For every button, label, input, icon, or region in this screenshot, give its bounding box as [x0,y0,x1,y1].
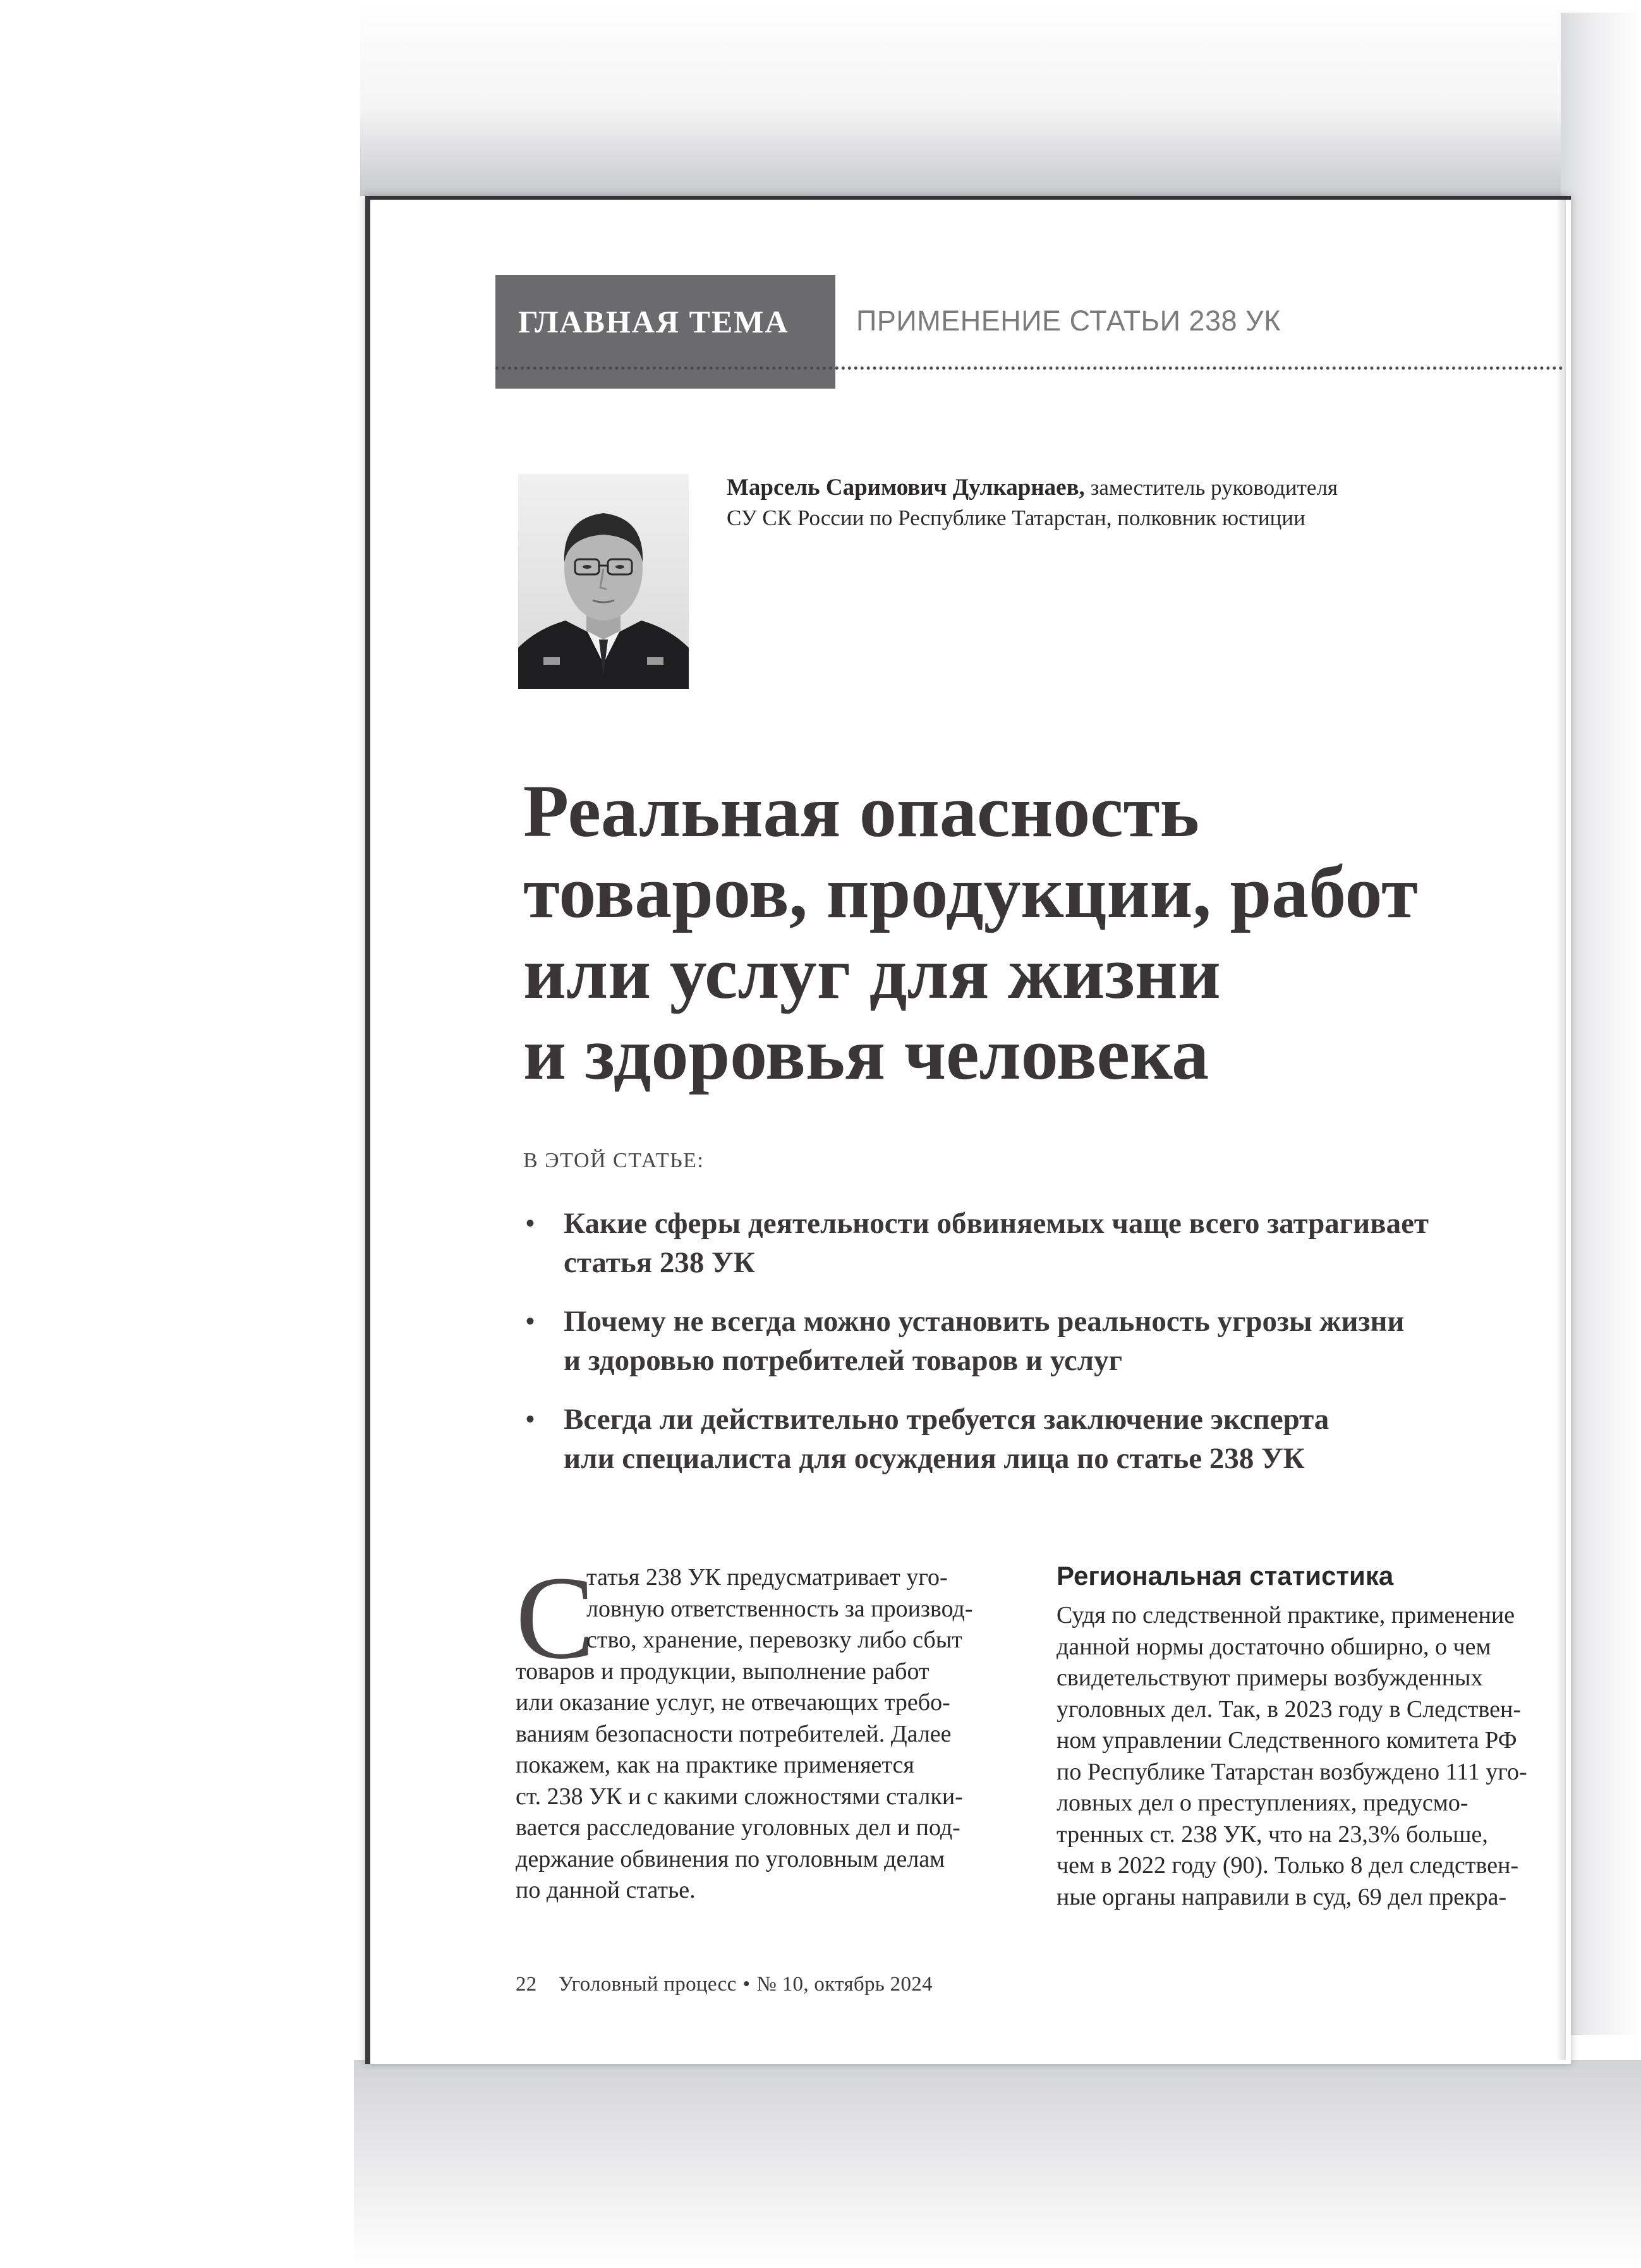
body-line: ст. 238 УК и с какими сложностями сталки- [516,1783,963,1810]
bullet-icon: • [526,1405,535,1433]
body-line: вается расследование уголовных дел и под- [516,1814,960,1841]
page-footer [516,1973,933,1996]
header-divider [495,367,1563,370]
body-line: свидетельствуют примеры возбужденных [1057,1665,1483,1691]
body-line: ваниям безопасности потребителей. Далее [516,1720,952,1747]
body-line: или оказание услуг, не отвечающих требо- [516,1689,950,1716]
title-line: и здоровья человека [523,1012,1209,1095]
body-line: ство, хранение, перевозку либо сбыт [586,1627,962,1653]
footer-separator: • [742,1973,751,1996]
highlight-line: Всегда ли действительно требуется заключение эксперта [564,1403,1329,1436]
section-subheading: Региональная статистика [1057,1561,1394,1591]
scan-shadow-top [360,0,1567,196]
author-photo [518,474,689,689]
highlight-line: статья 238 УК [564,1246,755,1279]
topic-label: ПРИМЕНЕНИЕ СТАТЬИ 238 УК [856,305,1281,337]
title-line: Реальная опасность [523,770,1199,852]
body-line: по данной статье. [516,1877,696,1903]
body-line: тренных ст. 238 УК, что на 23,3% больше, [1057,1821,1488,1848]
highlight-item [523,1302,1405,1380]
title-line: товаров, продукции, работ [523,851,1418,933]
body-line: Судя по следственной практике, применение [1057,1602,1515,1628]
issue-info: № 10, октябрь 2024 [756,1973,933,1996]
highlight-item [523,1400,1329,1478]
body-line: держание обвинения по уголовным делам [516,1845,945,1872]
body-line: по Республике Татарстан возбуждено 111 уго- [1057,1758,1527,1785]
body-line: ном управлении Следственного комитета РФ [1057,1727,1517,1754]
body-left-column [516,1551,1021,1907]
body-line: товаров и продукции, выполнение работ [516,1658,929,1685]
author-info [727,473,1453,533]
scan-shadow-right [1561,13,1641,2035]
author-position-line1: заместитель руководителя [1084,475,1338,500]
page-number: 22 [516,1973,537,1996]
in-this-article-label: В ЭТОЙ СТАТЬЕ: [523,1149,705,1172]
highlight-line: и здоровью потребителей товаров и услуг [564,1344,1122,1377]
author-position-line2: СУ СК России по Республике Татарстан, полковник юстиции [727,506,1305,530]
bullet-icon: • [526,1307,535,1335]
scan-shadow-bottom [354,2060,1641,2268]
article-title [523,771,1534,1095]
section-label: ГЛАВНАЯ ТЕМА [518,304,789,339]
body-line: данной нормы достаточно обширно, о чем [1057,1633,1491,1660]
body-line: чем в 2022 году (90). Только 8 дел следствен- [1057,1852,1519,1879]
body-line: покажем, как на практике применяется [516,1752,914,1778]
bullet-icon: • [526,1209,535,1237]
drop-cap: С [516,1551,595,1683]
body-line: ные органы направили в суд, 69 дел прекра- [1057,1883,1507,1910]
body-line: уголовных дел. Так, в 2023 году в Следствен- [1057,1695,1521,1723]
journal-name: Уголовный процесс [558,1973,737,1996]
highlight-line: Какие сферы деятельности обвиняемых чаще всего затрагивает [564,1207,1429,1240]
highlight-item [523,1204,1429,1282]
highlight-line: или специалиста для осуждения лица по статье 238 УК [564,1442,1305,1475]
author-name: Марсель Саримович Дулкарнаев, [727,475,1085,500]
body-right-column [1057,1600,1562,1913]
author-portrait-image [518,474,689,689]
body-line: татья 238 УК предусматривает уго- [586,1564,948,1591]
body-line: ловную ответственность за производ- [586,1595,973,1622]
body-line: ловных дел о преступлениях, предусмо- [1057,1790,1468,1816]
title-line: или услуг для жизни [523,931,1221,1014]
highlight-line: Почему не всегда можно установить реальность угрозы жизни [564,1305,1405,1338]
